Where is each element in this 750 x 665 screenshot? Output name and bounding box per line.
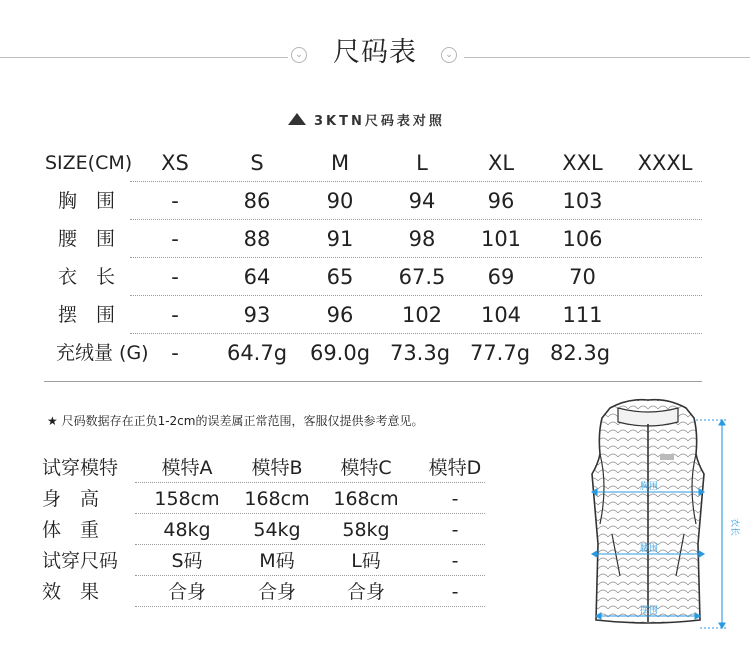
table-cell: 合身: [346, 581, 385, 603]
table-row: [0, 546, 540, 578]
row-divider: [130, 295, 702, 296]
table-cell: 104: [480, 303, 522, 327]
subtitle-text: 3KTN尺码表对照: [314, 113, 445, 129]
size-header-row: [0, 146, 750, 184]
table-cell: 101: [480, 227, 522, 251]
measurement-note: ★ 尺码数据存在正负1-2cm的误差属正常范围，客服仅提供参考意见。: [47, 414, 424, 428]
row-label-fill-weight: 充绒量 (G): [56, 342, 149, 364]
row-label-try-size: 试穿尺码: [42, 550, 119, 572]
row-divider: [130, 181, 702, 182]
table-cell: 106: [562, 227, 603, 251]
size-col-l: L: [416, 151, 428, 175]
length-label: 衣长: [729, 518, 739, 537]
row-label-height: 身 高: [42, 488, 100, 510]
table-cell: -: [171, 227, 179, 251]
table-cell: 111: [562, 303, 603, 327]
row-label-chest: 胸 围: [58, 190, 116, 212]
chevron-down-circle-icon: ⌄: [291, 47, 307, 63]
table-cell: 103: [562, 189, 603, 213]
model-col-a: 模特A: [161, 457, 213, 479]
table-row: [0, 222, 750, 260]
row-divider: [135, 575, 485, 576]
table-cell: 93: [243, 303, 271, 327]
table-cell: 168cm: [244, 488, 310, 510]
table-cell: 69: [487, 265, 515, 289]
row-divider: [130, 257, 702, 258]
table-cell: [625, 298, 705, 332]
row-divider: [130, 333, 702, 334]
table-cell: 77.7g: [469, 341, 531, 365]
table-cell: 102: [401, 303, 443, 327]
table-cell: -: [451, 581, 459, 603]
table-cell: 69.0g: [309, 341, 371, 365]
table-cell: 91: [326, 227, 354, 251]
table-cell: -: [451, 519, 459, 541]
row-divider: [135, 513, 485, 514]
row-label-effect: 效 果: [42, 581, 100, 603]
table-cell: [625, 260, 705, 294]
table-cell: 73.3g: [389, 341, 451, 365]
table-row: [0, 515, 540, 547]
table-cell: 96: [326, 303, 354, 327]
table-cell: 合身: [257, 581, 296, 603]
table-cell: 48kg: [163, 519, 211, 541]
table-cell: 88: [243, 227, 271, 251]
hem-label: 摆围: [640, 606, 659, 616]
size-col-xxxl: XXXL: [637, 151, 693, 175]
row-divider: [135, 606, 485, 607]
row-label-hem: 摆 围: [58, 304, 116, 326]
table-cell: 合身: [167, 581, 206, 603]
table-cell: 168cm: [333, 488, 399, 510]
page-title: 尺码表: [333, 37, 417, 68]
table-cell: 82.3g: [549, 341, 611, 365]
table-row: [0, 336, 750, 374]
model-col-d: 模特D: [428, 457, 482, 479]
table-cell: 65: [326, 265, 354, 289]
row-divider: [135, 544, 485, 545]
table-cell: 86: [243, 189, 271, 213]
size-col-xs: XS: [161, 151, 189, 175]
table-cell: 94: [408, 189, 436, 213]
table-row: [0, 298, 750, 336]
size-header-label: SIZE(CM): [45, 152, 133, 174]
size-col-m: M: [330, 151, 350, 175]
table-cell: S码: [171, 550, 203, 572]
table-cell: 70: [569, 265, 596, 289]
table-cell: [625, 336, 705, 370]
table-cell: [625, 222, 705, 256]
table-cell: 64: [243, 265, 271, 289]
table-cell: -: [451, 488, 459, 510]
table-cell: 64.7g: [226, 341, 288, 365]
section-divider: [44, 381, 702, 382]
row-label-waist: 腰 围: [58, 228, 116, 250]
table-cell: -: [171, 189, 179, 213]
chevron-down-circle-icon: ⌄: [441, 47, 457, 63]
row-label-weight: 体 重: [42, 519, 100, 541]
table-cell: 96: [487, 189, 515, 213]
size-col-s: S: [250, 151, 264, 175]
table-cell: L码: [351, 550, 381, 572]
table-cell: 67.5: [398, 265, 446, 289]
chest-label: 胸围: [640, 482, 659, 492]
table-cell: 54kg: [253, 519, 301, 541]
table-cell: 158cm: [154, 488, 220, 510]
row-divider: [130, 219, 702, 220]
size-col-xxl: XXL: [562, 151, 603, 175]
table-cell: -: [171, 341, 179, 365]
table-cell: [625, 184, 705, 218]
vest-icon: [548, 394, 748, 634]
size-col-xl: XL: [487, 151, 515, 175]
waist-label: 腰围: [640, 544, 659, 554]
table-cell: M码: [259, 550, 295, 572]
table-row: [0, 184, 750, 222]
table-row: [0, 484, 540, 516]
table-cell: 90: [326, 189, 354, 213]
table-row: [0, 577, 540, 609]
row-divider: [135, 482, 485, 483]
table-cell: -: [451, 550, 459, 572]
table-cell: -: [171, 303, 179, 327]
row-label-length: 衣 长: [58, 266, 116, 288]
table-row: [0, 260, 750, 298]
model-header-row: [0, 453, 540, 485]
table-cell: 58kg: [342, 519, 390, 541]
table-cell: 98: [408, 227, 436, 251]
model-col-c: 模特C: [340, 457, 392, 479]
model-header-label: 试穿模特: [42, 457, 119, 479]
table-cell: -: [171, 265, 179, 289]
model-col-b: 模特B: [251, 457, 303, 479]
